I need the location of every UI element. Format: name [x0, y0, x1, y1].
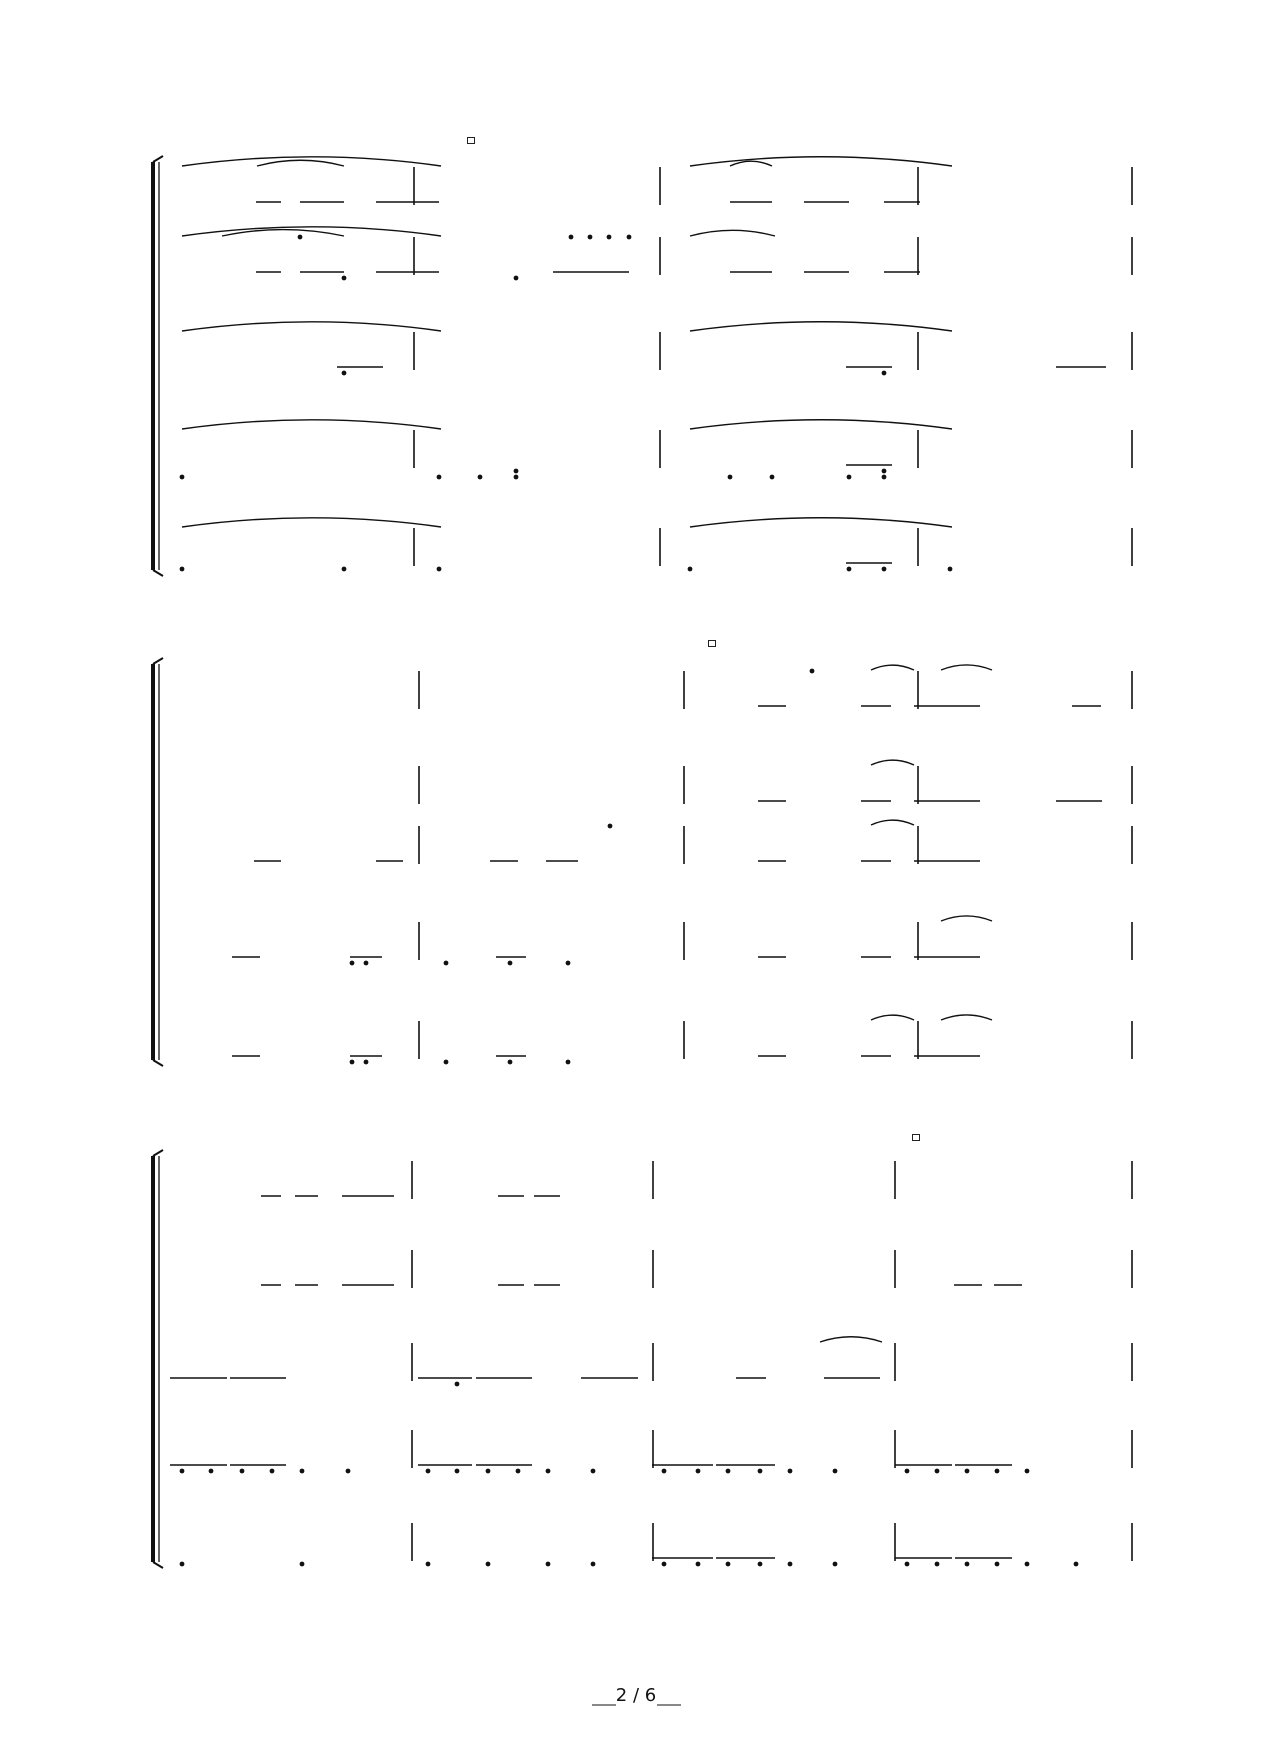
- octave-dot-low: [300, 1562, 305, 1567]
- octave-dot-low: [486, 1562, 491, 1567]
- octave-dot-low: [833, 1562, 838, 1567]
- tie-slur: [690, 230, 775, 236]
- octave-dot-low: [696, 1562, 701, 1567]
- octave-dot-low: [514, 469, 519, 474]
- octave-dot-low: [758, 1469, 763, 1474]
- octave-dot-low: [847, 567, 852, 572]
- tie-slur: [730, 161, 772, 166]
- octave-dot-high: [627, 235, 632, 240]
- octave-dot-low: [342, 371, 347, 376]
- octave-dot-low: [350, 1060, 355, 1065]
- octave-dot-low: [935, 1469, 940, 1474]
- tie-slur: [690, 518, 952, 527]
- octave-dot-low: [726, 1469, 731, 1474]
- octave-dot-low: [1025, 1469, 1030, 1474]
- octave-dot-low: [240, 1469, 245, 1474]
- octave-dot-low: [995, 1562, 1000, 1567]
- bracket-top-hook: [153, 1150, 163, 1156]
- octave-dot-low: [546, 1469, 551, 1474]
- tie-slur: [690, 420, 952, 429]
- octave-dot-low: [728, 475, 733, 480]
- octave-dot-low: [566, 1060, 571, 1065]
- tie-slur: [941, 916, 992, 921]
- octave-dot-low: [770, 475, 775, 480]
- octave-dot-low: [1025, 1562, 1030, 1567]
- tie-slur: [690, 322, 952, 331]
- octave-dot-low: [833, 1469, 838, 1474]
- octave-dot-low: [180, 1469, 185, 1474]
- octave-dot-low: [455, 1382, 460, 1387]
- octave-dot-low: [514, 475, 519, 480]
- octave-dot-high: [298, 235, 303, 240]
- octave-dot-low: [591, 1469, 596, 1474]
- tie-slur: [182, 157, 441, 166]
- octave-dot-low: [905, 1469, 910, 1474]
- octave-dot-low: [437, 567, 442, 572]
- octave-dot-low: [905, 1562, 910, 1567]
- octave-dot-low: [478, 475, 483, 480]
- bracket-top-hook: [153, 156, 163, 162]
- octave-dot-low: [426, 1469, 431, 1474]
- octave-dot-low: [300, 1469, 305, 1474]
- octave-dot-low: [516, 1469, 521, 1474]
- octave-dot-high: [810, 669, 815, 674]
- octave-dot-low: [342, 276, 347, 281]
- tie-slur: [820, 1337, 882, 1342]
- tie-slur: [182, 322, 441, 331]
- tie-slur: [871, 1015, 914, 1020]
- octave-dot-low: [847, 475, 852, 480]
- octave-dot-low: [688, 567, 693, 572]
- octave-dot-low: [508, 1060, 513, 1065]
- octave-dot-low: [591, 1562, 596, 1567]
- octave-dot-low: [444, 961, 449, 966]
- tie-slur: [871, 820, 914, 825]
- octave-dot-high: [569, 235, 574, 240]
- octave-dot-low: [935, 1562, 940, 1567]
- octave-dot-low: [882, 371, 887, 376]
- octave-dot-low: [514, 276, 519, 281]
- octave-dot-low: [364, 961, 369, 966]
- octave-dot-low: [662, 1469, 667, 1474]
- bracket-bottom-hook: [153, 1562, 163, 1568]
- octave-dot-low: [426, 1562, 431, 1567]
- octave-dot-low: [486, 1469, 491, 1474]
- octave-dot-low: [882, 475, 887, 480]
- octave-dot-low: [758, 1562, 763, 1567]
- octave-dot-low: [788, 1562, 793, 1567]
- octave-dot-low: [346, 1469, 351, 1474]
- bracket-bottom-hook: [153, 570, 163, 576]
- octave-dot-low: [270, 1469, 275, 1474]
- bracket-top-hook: [153, 658, 163, 664]
- octave-dot-low: [1074, 1562, 1079, 1567]
- page-number: 2 / 6: [615, 1685, 657, 1706]
- octave-dot-low: [965, 1469, 970, 1474]
- octave-dot-low: [508, 961, 513, 966]
- octave-dot-low: [696, 1469, 701, 1474]
- octave-dot-low: [882, 469, 887, 474]
- octave-dot-low: [882, 567, 887, 572]
- octave-dot-low: [342, 567, 347, 572]
- tie-slur: [690, 157, 952, 166]
- octave-dot-low: [788, 1469, 793, 1474]
- tie-slur: [871, 665, 914, 670]
- tie-slur: [222, 230, 344, 236]
- octave-dot-high: [608, 824, 613, 829]
- octave-dot-low: [995, 1469, 1000, 1474]
- octave-dot-low: [180, 475, 185, 480]
- tie-slur: [941, 1015, 992, 1020]
- bracket-bottom-hook: [153, 1060, 163, 1066]
- octave-dot-low: [180, 1562, 185, 1567]
- octave-dot-low: [209, 1469, 214, 1474]
- octave-dot-low: [180, 567, 185, 572]
- octave-dot-low: [364, 1060, 369, 1065]
- tie-slur: [871, 760, 914, 765]
- tie-slur: [182, 420, 441, 429]
- octave-dot-low: [546, 1562, 551, 1567]
- octave-dot-low: [726, 1562, 731, 1567]
- octave-dot-low: [455, 1469, 460, 1474]
- tie-slur: [941, 665, 992, 670]
- octave-dot-high: [588, 235, 593, 240]
- octave-dot-low: [444, 1060, 449, 1065]
- octave-dot-low: [662, 1562, 667, 1567]
- octave-dot-low: [437, 475, 442, 480]
- octave-dot-high: [607, 235, 612, 240]
- octave-dot-low: [566, 961, 571, 966]
- tie-slur: [182, 518, 441, 527]
- octave-dot-low: [965, 1562, 970, 1567]
- octave-dot-low: [948, 567, 953, 572]
- octave-dot-low: [350, 961, 355, 966]
- tie-slur: [257, 160, 344, 166]
